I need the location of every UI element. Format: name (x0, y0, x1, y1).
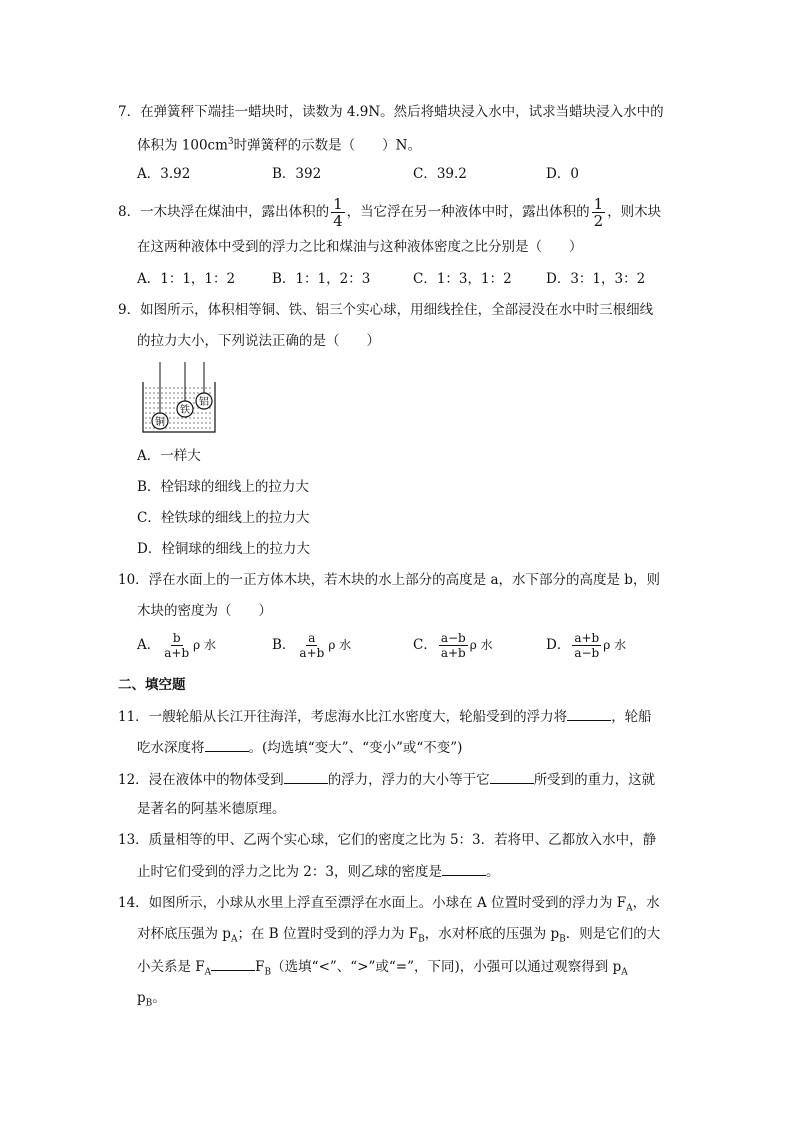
q8-option-c[interactable]: C．1：3，1：2 (413, 271, 512, 287)
q14-line1-a: 14．如图所示，小球从水里上浮直至漂浮在水面上。小球在 A 位置时受到的浮力为 F (118, 895, 627, 911)
q11-line1 (118, 706, 652, 727)
q14-sub-fa: A (626, 903, 633, 914)
q14-line3-a: 小关系是 F (137, 959, 205, 975)
q10-c-num: a−b (440, 631, 466, 645)
q14-line3-b: （选填“<”、“>”或“=”，下同)，小强可以通过观察得到 p (271, 959, 622, 975)
q14-blank-1[interactable] (211, 956, 255, 971)
q14-line2 (137, 924, 660, 950)
label-copper: 铜 (155, 417, 165, 428)
q14-sub-pa: A (230, 934, 238, 945)
q11-blank-1[interactable] (567, 706, 611, 721)
q14-line4-p: p (137, 990, 146, 1006)
q9-line2: 的拉力大小，下列说法正确的是（ ） (137, 333, 380, 349)
q14-line4-end: 。 (152, 990, 166, 1006)
q10-a-tail: ρ 水 (193, 638, 217, 652)
q12-line2: 是著名的阿基米德原理。 (137, 801, 286, 817)
q7-option-a[interactable]: A．3.92 (137, 166, 191, 182)
q10-d-num: a+b (574, 631, 600, 645)
q14-line4 (137, 988, 166, 1014)
q11-line2-b: 。(均选填“变大”、“变小”或“不变”) (248, 740, 463, 756)
q14-line1-b: ，水 (632, 895, 660, 911)
q10-c-letter: C． (413, 637, 437, 653)
q12-line1-c: 所受到的重力，这就 (533, 772, 656, 788)
q9-line1: 9．如图所示，体积相等铜、铁、铝三个实心球，用细线拴住，全部浸没在水中时三根细线 (118, 302, 654, 318)
q7-line2-b: 时弹簧秤的示数是（ ）N。 (233, 137, 421, 154)
q10-d-letter: D． (546, 637, 571, 653)
q8-option-b[interactable]: B．1：1，2：3 (272, 271, 371, 287)
q10-c-fraction (439, 631, 468, 660)
q9-option-c[interactable]: C．栓铁球的细线上的拉力大 (137, 510, 310, 526)
q12-blank-1[interactable] (284, 769, 328, 784)
q12-line1-b: 的浮力，浮力的大小等于它 (327, 772, 490, 788)
q14-sub-fb2: B (264, 967, 272, 978)
label-iron: 铁 (180, 405, 190, 416)
q10-option-c[interactable] (413, 631, 493, 660)
q11-line2-a: 吃水深度将 (137, 740, 205, 756)
q11-line2 (137, 737, 462, 758)
q10-d-fraction (572, 631, 601, 660)
q13-line2 (137, 861, 499, 882)
q10-b-num: a (308, 631, 316, 645)
q7-option-d[interactable]: D．0 (546, 166, 579, 182)
q13-line2-b: 。 (485, 864, 500, 880)
q14-sub-fb: B (418, 934, 425, 945)
q10-line2: 木块的密度为（ ） (137, 603, 272, 619)
q10-c-den: a+b (440, 646, 466, 660)
q10-option-d[interactable] (546, 631, 626, 660)
q8-frac1-den: 4 (333, 212, 343, 230)
q11-blank-2[interactable] (205, 737, 249, 752)
q8-part1: 8．一木块浮在煤油中，露出体积的 (118, 204, 330, 220)
q12-line1-a: 12．浸在液体中的物体受到 (118, 772, 284, 788)
q14-sub-pb2: B (145, 998, 153, 1009)
q8-fraction-1 (331, 196, 345, 229)
q14-sub-fa2: A (204, 967, 212, 978)
q13-line1: 13．质量相等的甲、乙两个实心球，它们的密度之比为 5：3．若将甲、乙都放入水中，静 (118, 832, 657, 848)
q14-sub-pb: B (559, 934, 566, 945)
q10-b-tail: ρ 水 (328, 638, 352, 652)
q8-part3: ，则木块 (607, 204, 662, 220)
q10-line1: 10．浮在水面上的一正方体木块，若木块的水上部分的高度是 a，水下部分的高度是 b，则 (118, 572, 660, 588)
q12-line1 (118, 769, 655, 790)
q10-d-den: a−b (574, 646, 600, 660)
label-aluminum: 铝 (199, 397, 209, 408)
q8-option-d[interactable]: D．3：1，3：2 (546, 271, 646, 287)
q7-line2-a: 体积为 100cm (137, 137, 228, 154)
q11-line1-a: 11．一艘轮船从长江开往海洋，考虑海水比江水密度大，轮船受到的浮力将 (118, 709, 568, 725)
q8-line2: 在这两种液体中受到的浮力之比和煤油与这种液体密度之比分别是（ ） (137, 239, 583, 255)
q10-a-fraction (162, 631, 191, 660)
q14-line2-d: ．则是它们的大 (565, 926, 661, 942)
q8-frac2-num: 1 (593, 195, 604, 213)
q7-option-c[interactable]: C．39.2 (413, 166, 467, 182)
q9-beaker-figure (140, 362, 220, 434)
q14-line1 (118, 893, 660, 919)
q10-a-num: b (172, 631, 181, 645)
q14-sub-pa2: A (621, 967, 628, 978)
q10-d-tail: ρ 水 (603, 638, 627, 652)
q10-b-fraction (297, 631, 326, 660)
q14-line2-a: 对杯底压强为 p (137, 926, 231, 942)
q8-frac1-num: 1 (333, 195, 343, 213)
q9-option-a[interactable]: A．一样大 (137, 448, 201, 464)
q8-frac2-den: 2 (593, 212, 604, 230)
q10-a-den: a+b (164, 646, 190, 660)
q9-option-d[interactable]: D．栓铜球的细线上的拉力大 (137, 541, 310, 557)
q10-b-den: a+b (299, 646, 325, 660)
q14-line2-b: ；在 B 位置时受到的浮力为 F (237, 926, 419, 942)
q14-line2-c: ，水对杯底的压强为 p (424, 926, 560, 942)
section-heading-fill-in: 二、填空题 (118, 677, 186, 693)
q14-line3: 小关系是 $F_A$ $F_B$（选填“<”、“>”或“=”，下同)，小强可以通过观察得到 $p_A$ (137, 956, 628, 983)
q7-line1: 7．在弹簧秤下端挂一蜡块时，读数为 4.9N。然后将蜡块浸入水中，试求当蜡块浸入水中的 (118, 104, 664, 120)
q10-a-letter: A． (137, 637, 161, 653)
q7-sup: 3 (227, 137, 234, 147)
q8-fraction-2 (592, 196, 606, 229)
q12-blank-2[interactable] (490, 769, 534, 784)
q10-b-letter: B． (272, 637, 296, 653)
q10-c-tail: ρ 水 (469, 638, 493, 652)
q7-line2 (137, 132, 421, 156)
q10-option-b[interactable] (272, 631, 351, 660)
q10-option-a[interactable] (137, 631, 216, 660)
q8-option-a[interactable]: A．1：1，1：2 (137, 271, 236, 287)
q11-line1-b: ，轮船 (611, 709, 652, 725)
q13-line2-a: 止时它们受到的浮力之比为 2：3，则乙球的密度是 (137, 864, 442, 880)
q8-line1 (118, 196, 661, 229)
q7-option-b[interactable]: B．392 (272, 166, 322, 182)
q8-part2: ，当它浮在另一种液体中时，露出体积的 (346, 204, 590, 220)
q13-blank[interactable] (442, 861, 486, 876)
q9-option-b[interactable]: B．栓铝球的细线上的拉力大 (137, 479, 309, 495)
